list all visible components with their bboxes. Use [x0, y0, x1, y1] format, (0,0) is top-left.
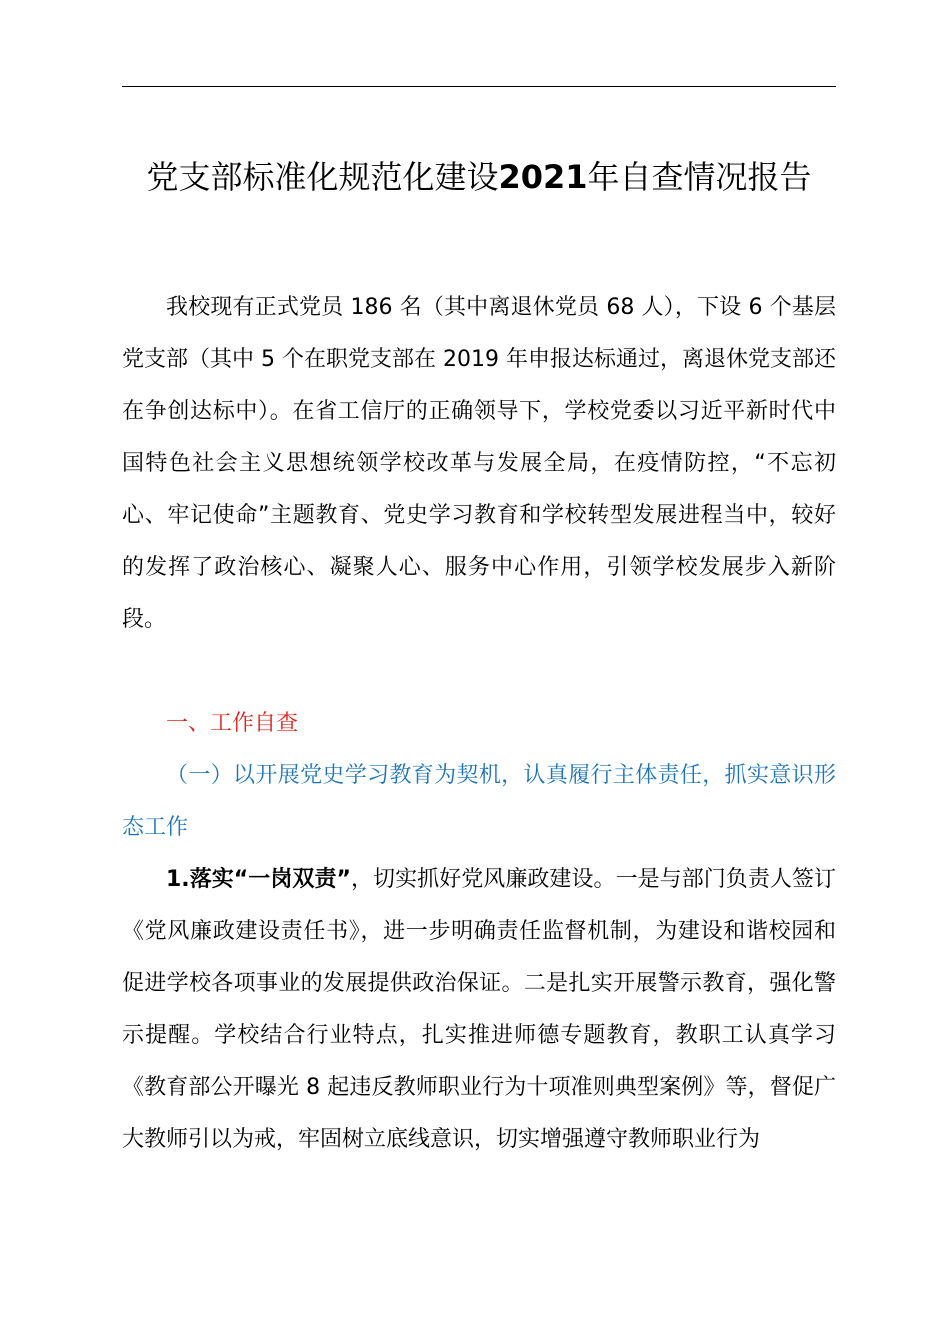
- intro-paragraph: 我校现有正式党员 186 名（其中离退休党员 68 人），下设 6 个基层党支部（其中 5 个在职党支部在 2019 年申报达标通过，离退休党支部还在争创达标中）。在省工信厅的正确领导下，学校党委以习近平新时代中国特色社会主义思想统领学校改革与发展全局，在疫情防控，“不忘初心、牢记使命”主题教育、党史学习教育和学校转型发展进程当中，较好的发挥了政治核心、凝聚人心、服务中心作用，引领学校发展步入新阶段。: [122, 295, 836, 632]
- document-title: [122, 150, 836, 204]
- subsection-heading: （一）以开展党史学习教育为契机，认真履行主体责任，抓实意识形态工作: [122, 763, 836, 840]
- header-rule: [122, 86, 836, 87]
- section-heading: 一、工作自查: [166, 711, 299, 736]
- item1-lead: 1.落实“一岗双责”: [166, 867, 351, 892]
- title-part2: 年自查情况报告: [587, 158, 812, 196]
- item1-text: ，切实抓好党风廉政建设。一是与部门负责人签订《党风廉政建设责任书》，进一步明确责任监督机制，为建设和谐校园和促进学校各项事业的发展提供政治保证。二是扎实开展警示教育，强化警示提醒。学校结合行业特点，扎实推进师德专题教育，教职工认真学习《教育部公开曝光 8 起违反教师职业行为十项准则典型案例》等，督促广大教师引以为戒，牢固树立底线意识，切实增强遵守教师职业行为: [122, 867, 836, 1152]
- title-year: 2021: [498, 158, 588, 196]
- title-part1: 党支部标准化规范化建设: [146, 158, 499, 196]
- item1-paragraph: [122, 854, 836, 1166]
